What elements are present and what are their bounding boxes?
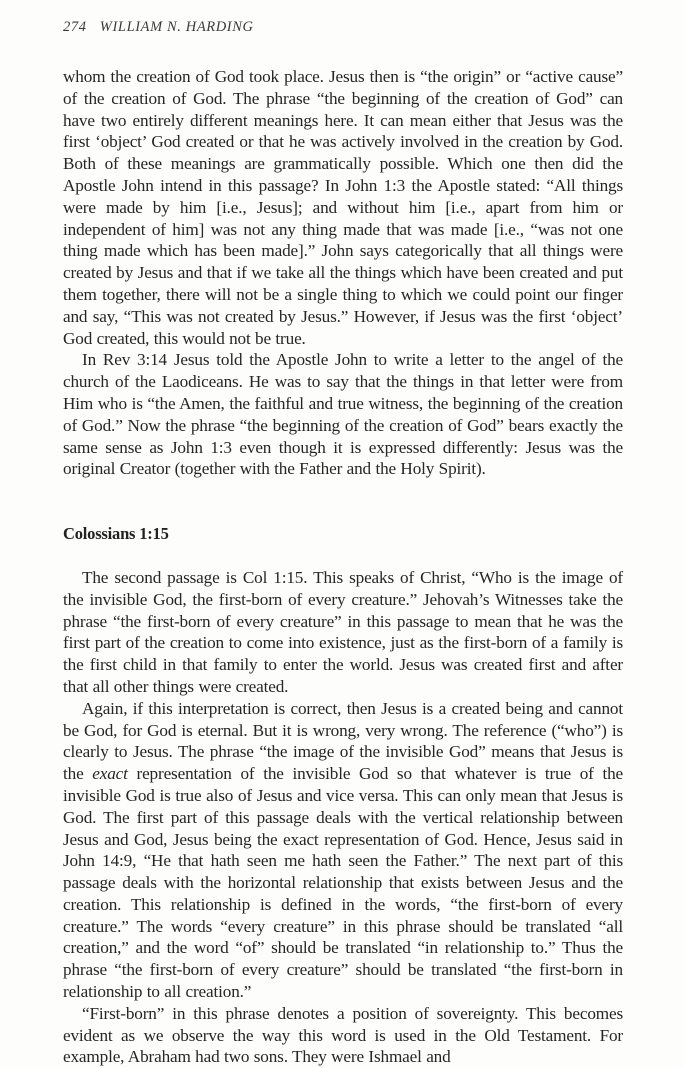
paragraph-col-1-15: The second passage is Col 1:15. This speaks of Christ, “Who is the image of the invisible God, the first-born of every creature.” Jehovah’s Witnesses take the phrase “the first-born of every creature” in this passage to mean that he was the first part of the creation to come into existence, just as the first-born of a family is the first child in that family to enter the world. Jesus was created first and after that all other things were created. xyxy=(63,567,623,696)
paragraph-continuation: whom the creation of God took place. Jesus then is “the origin” or “active cause” of the creation of God. The phrase “the beginning of the creation of God” can have two entirely different meanings here. It can mean either that Jesus was the first ‘object’ God created or that he was actively involved in the creation by God. Both of these meanings are grammatically possible. Which one then did the Apostle John intend in this passage? In John 1:3 the Apostle stated: “All things were made by him [i.e., Jesus]; and without him [i.e., apart from him or independent of him] was not any thing made that was made [i.e., “was not one thing made which has been made].” John says categorically that all things were created by Jesus and that if we take all the things which have been created and put them together, there will not be a single thing to which we could point our finger and say, “This was not created by Jesus.” However, if Jesus was the first ‘object’ God created, this would not be true. xyxy=(63,67,623,348)
section-heading: Colossians 1:15 xyxy=(63,524,169,544)
page-number: 274 xyxy=(63,19,87,35)
running-head-author: WILLIAM N. HARDING xyxy=(99,19,254,35)
paragraph-text: representation of the invisible God so that whatever is true of the invisible God is true also of Jesus and vice versa. This can only mean that Jesus is God. The first part of this passage deals with the vertical relationship between Jesus and God, Jesus being the exact representation of God. Hence, Jesus said in John 14:9, “He that hath seen me hath seen the Father.” The next part of this passage deals with the horizontal relationship that exists between Jesus and the creation. This relationship is defined in the words, “the first-born of every creature.” The words “every creature” in this phrase should be translated “all creation,” and the word “of” should be translated “in relationship to.” Thus the phrase “the first-born of every creature” should be translated “the first-born in relationship to all creation.” xyxy=(63,764,623,1002)
paragraph-rev-3-14: In Rev 3:14 Jesus told the Apostle John to write a letter to the angel of the church of the Laodiceans. He was to say that the things in that letter were from Him who is “the Amen, the faithful and true witness, the beginning of the creation of God.” Now the phrase “the beginning of the creation of God” bears exactly the same sense as John 1:3 even though it is expressed differently: Jesus was the original Creator (together with the Father and the Holy Spirit). xyxy=(63,350,623,479)
spacer xyxy=(63,480,623,523)
paragraph-first-born: “First-born” in this phrase denotes a position of sovereignty. This becomes evident as we observe the way this word is used in the Old Testament. For example, Abraham had two sons. They were Ishmael and xyxy=(63,1003,623,1067)
emphasis-text: exact xyxy=(92,764,128,784)
body-text xyxy=(63,66,623,1068)
spacer xyxy=(63,545,623,567)
running-head xyxy=(63,19,254,36)
paragraph-interpretation xyxy=(63,698,623,1003)
paragraph-text: Again, if this interpretation is correct, then Jesus is a created being and cannot be God, for God is eternal. But it is wrong, very wrong. The reference (“who”) is clearly to Jesus. The phrase “the image of the invisible God” means that Jesus is the xyxy=(63,698,623,784)
